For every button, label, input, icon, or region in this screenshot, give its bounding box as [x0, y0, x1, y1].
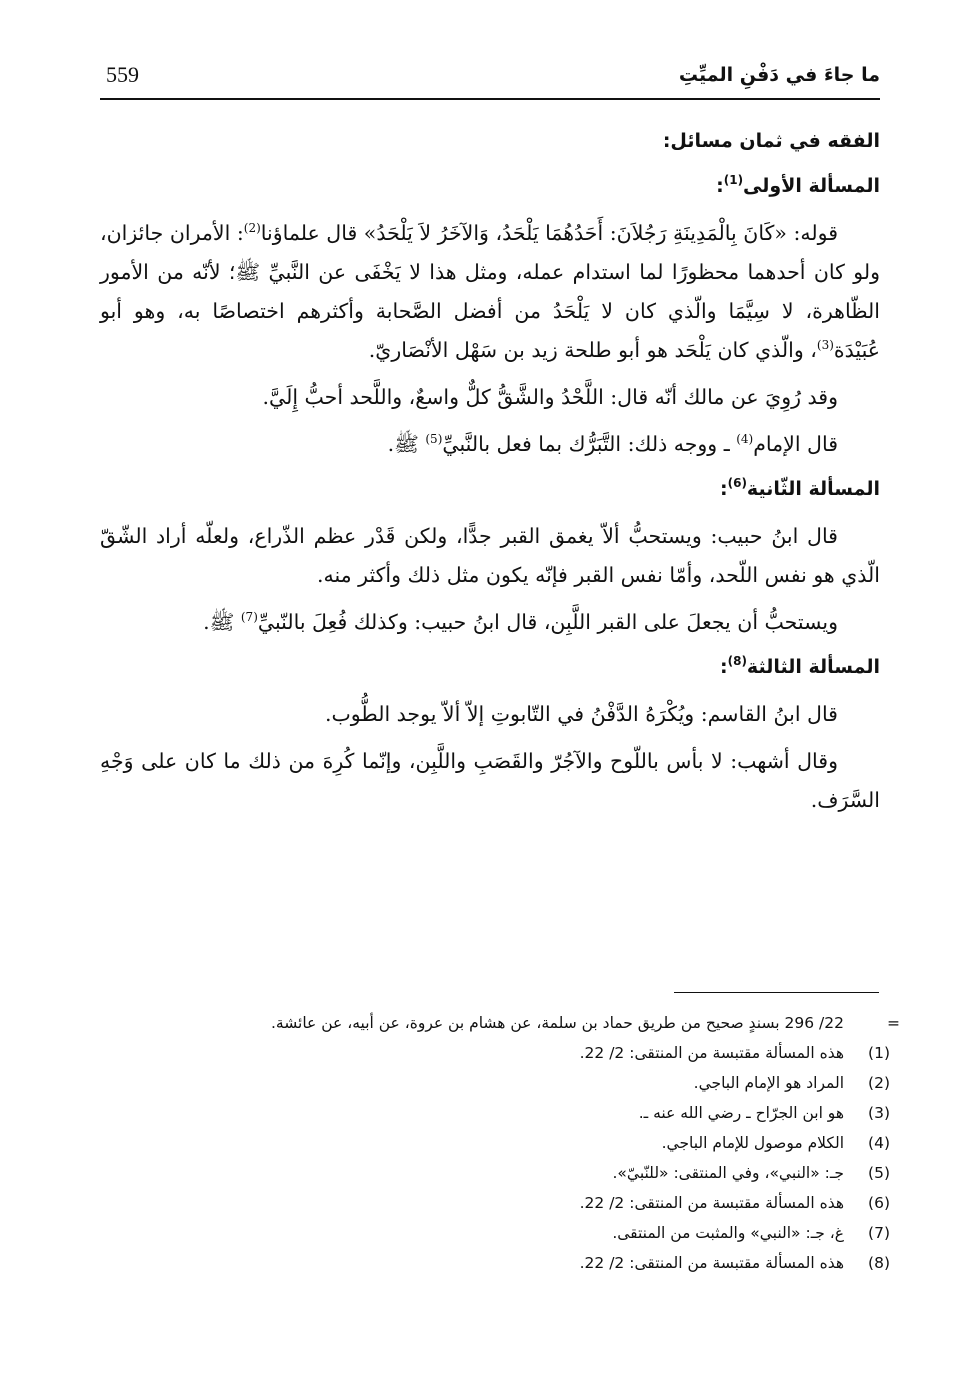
q1-footnote-ref: (1) [723, 173, 744, 187]
footnote-item [100, 1128, 890, 1158]
q1-p3-ref-2: (5) [425, 432, 443, 446]
q3-title: المسألة الثالثة [746, 656, 880, 678]
q2-heading [100, 470, 880, 509]
q2-p2-text-2: ﷺ. [203, 610, 241, 634]
q1-p3-text-1: قال الإمام [753, 432, 838, 456]
q2-paragraph-1: قال ابنُ حبيب: ويستحبُّ ألاّ يغمق القبر جدًّا، ولكن قَدْر عظم الذّراع، ولعلّه أراد الشّقّ الّذي هو نفس اللّحد، وأمّا نفس القبر فإنّه يكون مثل ذلك وأكثر منه. [100, 524, 880, 587]
q1-p1-text-2: : الأمران جائزان، ولو كان أحدهما محظورًا لما استدام عمله، ومثل هذا لا يَخْفَى عن النَّبيِّ ﷺ؛ لأنّه من الأمور الظّاهرة، لا سِيَّمَا والّذي كان لا يَلْحَدُ من أفضل الصَّحابة وأكثرهم اختصاصًا به، وهو أبو عُبَيْدَة [100, 221, 880, 362]
q1-p1-text-3: ، والّذي كان يَلْحَد هو أبو طلحة زيد بن سَهْل الأنْصَاريّ. [368, 338, 817, 362]
q1-paragraph-2: وقد رُوِيَ عن مالك أنّه قال: اللَّحْدُ والشَّقُّ كلٌّ واسعٌ، واللَّحد أحبُّ إِلَيَّ. [262, 385, 838, 409]
footnote-separator [674, 992, 879, 993]
q1-title: المسألة الأولى [743, 175, 880, 197]
footnote-text: هذه المسألة مقتبسة من المنتقى: 2/ 22. [579, 1194, 844, 1212]
q1-colon: : [716, 175, 724, 197]
footnote-item [100, 1158, 890, 1188]
q1-paragraph-1 [100, 214, 880, 370]
q2-footnote-ref: (6) [727, 476, 747, 490]
page-number: 559 [106, 62, 139, 87]
q2-p2-ref: (7) [240, 610, 258, 624]
footnote-text: غ، جـ: «النبي» والمثبت من المنتقى. [612, 1224, 844, 1242]
footnote-number: (8) [868, 1254, 890, 1272]
q3-colon: : [719, 656, 728, 678]
footnote-number: (6) [868, 1194, 890, 1212]
q2-p2-text-1: ويستحبُّ أن يجعلَ على القبر اللَّبِن، قال ابنُ حبيب: وكذلك فُعِلَ بالنّبيِّ [257, 610, 838, 634]
q1-p1-text-1: قوله: «كَانَ بِالْمَدِينَةِ رَجُلاَنَ: أَحَدُهُمَا يَلْحَدُ، وَالآخَرُ لاَ يَلْحَدُ» قال علماؤنا [260, 221, 839, 245]
footnote-continuation-text: 22/ 296 بسندٍ صحيح من طريق حماد بن سلمة، عن هشام بن عروة، عن أبيه، عن عائشة. [270, 1014, 844, 1032]
footnote-text: المراد هو الإمام الباجي. [693, 1074, 844, 1092]
footnote-number: (5) [868, 1164, 890, 1182]
footnote-item [100, 1188, 890, 1218]
footnote-text: جـ: «النبي»، وفي المنتقى: «للنّبيّ». [612, 1164, 844, 1182]
q1-paragraph-3 [100, 425, 880, 464]
footnote-continuation [100, 1008, 900, 1038]
q3-paragraph-1: قال ابنُ القاسم: ويُكْرَهُ الدَّفْنُ في التّابوتِ إلاّ ألاّ يوجد الطُّوب. [324, 702, 838, 726]
q1-p1-ref-2: (3) [816, 338, 834, 352]
footnote-text: الكلام موصول للإمام الباجي. [661, 1134, 844, 1152]
running-title: ما جاءَ في دَفْنِ الميِّتِ [678, 64, 880, 86]
section-title: الفقه في ثمان مسائل: [662, 130, 880, 152]
main-text [100, 122, 880, 820]
footnote-number: (3) [868, 1104, 890, 1122]
footnote-item [100, 1218, 890, 1248]
q3-paragraph-2: وقال أشهب: لا بأس باللّوح والآجُرّ والقَصَبِ واللَّبِن، وإنّما كُرِهَ من ذلك ما كان على وَجْهِ السَّرَف. [100, 749, 880, 812]
footnote-item [100, 1248, 890, 1278]
q3-heading [100, 648, 880, 687]
q1-p1-ref-1: (2) [243, 221, 261, 235]
footnote-number: (1) [868, 1044, 890, 1062]
footnote-text: هو ابن الجرّاح ـ رضي الله عنه ـ. [638, 1104, 844, 1122]
footnote-number: (4) [868, 1134, 890, 1152]
q1-p3-text-2: ـ ووجه ذلك: التَّبَرُّك بما فعل بالنَّبيِّ [442, 432, 737, 456]
footnotes [100, 1008, 900, 1278]
footnote-text: هذه المسألة مقتبسة من المنتقى: 2/ 22. [579, 1044, 844, 1062]
footnote-item [100, 1038, 890, 1068]
footnote-number: (7) [868, 1224, 890, 1242]
footnote-item [100, 1098, 890, 1128]
footnote-item [100, 1068, 890, 1098]
q3-footnote-ref: (8) [727, 654, 747, 668]
q1-p3-ref-1: (4) [736, 432, 754, 446]
q1-p3-text-3: ﷺ. [387, 432, 426, 456]
q2-colon: : [719, 478, 728, 500]
footnote-text: هذه المسألة مقتبسة من المنتقى: 2/ 22. [579, 1254, 844, 1272]
continuation-mark: = [887, 1014, 900, 1032]
page-header [100, 58, 880, 100]
q2-paragraph-2 [100, 603, 880, 642]
q1-heading [100, 167, 880, 206]
q2-title: المسألة الثّانية [746, 478, 880, 500]
footnote-number: (2) [868, 1074, 890, 1092]
